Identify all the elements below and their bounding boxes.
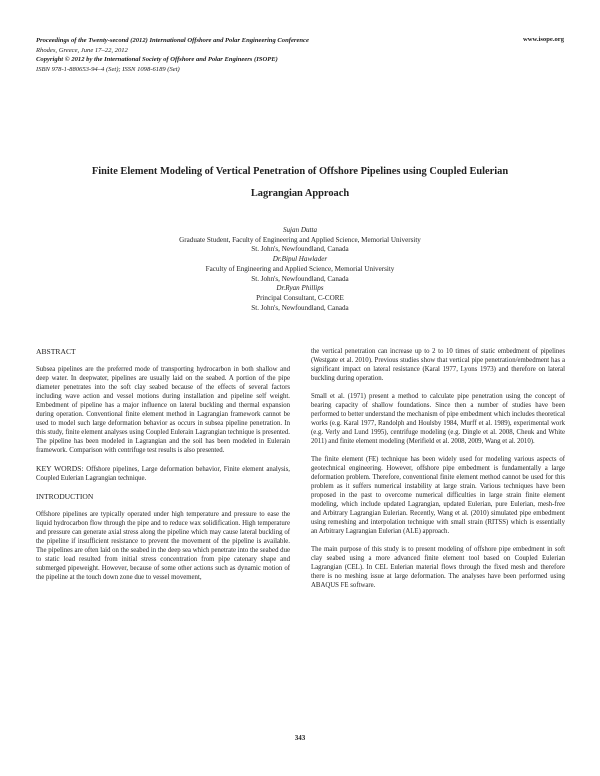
isbn-line: ISBN 978-1-880653-94–4 (Set); ISSN 1098-6189 (Set) — [36, 65, 180, 73]
paper-title — [60, 161, 540, 205]
copyright-line: Copyright © 2012 by the International Society of Offshore and Polar Engineers (ISOPE) — [36, 56, 278, 64]
keywords — [36, 464, 290, 483]
abstract-heading: ABSTRACT — [36, 347, 76, 356]
keywords-label: KEY WORDS: — [36, 464, 84, 474]
author-location: St. John's, Newfoundland, Canada — [251, 245, 349, 254]
body-paragraph: Small et al. (1971) present a method to calculate pipe penetration using the concept of bearing capacity of shallow foundations. Since then a number of studies have been performed to better understand the mechanism of pipe embedment which includes theoretical works (e.g. Karal 1977, Randolph and Houlsby 1984, Murff et al. 1989), experimental work (e.g. Verly and Lund 1995), centrifuge modeling (e.g. Dingle et al. 2008, Cheuk and White 2011) and finite element modeling (Merifield et al. 2008, 2009, Wang et al. 2010). — [311, 393, 565, 446]
title-line-2: Lagrangian Approach — [250, 188, 350, 199]
author-name: Dr.Ryan Phillips — [276, 284, 324, 293]
page-number: 343 — [294, 734, 306, 742]
body-paragraph: the vertical penetration can increase up to 2 to 10 times of static embedment of pipelines (Westgate et al. 2010). Previous studies show that vertical pipe penetration/embedment has a significant impact on lateral resistance (Karal 1977, Lyons 1973) and therefore on lateral buckling during operation. — [311, 348, 565, 383]
introduction-text: Offshore pipelines are typically operated under high temperature and pressure to ease the liquid hydrocarbon flow through the pipe and to reduce wax solidification. High temperature and pressure can generate axial stress along the pipeline which may cause lateral buckling of the pipeline if insufficient resistance to prevent the movement of the pipeline is available. The pipelines are often laid on the seabed in the deep sea which penetrate into the seabed due to static load resulted from initial stress concentration from pipe catenary shape and submerged pipeweight. However, because of some other actions such as dynamic motion of the pipeline at the touch down zone due to vessel movement, — [36, 511, 290, 582]
conference-header — [36, 36, 536, 74]
author-block — [100, 226, 500, 313]
conference-location: Rhodes, Greece, June 17–22, 2012 — [36, 46, 128, 54]
keywords-text: Offshore pipelines, Large deformation behavior, Finite element analysis, Coupled Eulerian Lagrangian technique. — [36, 466, 291, 483]
right-column — [311, 347, 565, 599]
website-url[interactable]: www.isope.org — [522, 36, 564, 43]
author-affiliation: Faculty of Engineering and Applied Science, Memorial University — [205, 264, 395, 273]
introduction-heading: INTRODUCTION — [36, 492, 94, 502]
abstract-text: Subsea pipelines are the preferred mode of transporting hydrocarbon in both shallow and deep water. In deepwater, pipelines are usually laid on the seabed. A portion of the pipe diameter penetrates into the soft clay seabed because of the effects of several factors including wave action and vessel motions during installation and pipeline self weight. Embedment of pipeline has a major influence on lateral buckling and thermal expansion during operation. Conventional finite element method in Lagrangian framework cannot be used to model such large deformation behavior as occurs in subsea pipeline penetration. In this study, finite element analyses using Coupled Eulerain Lagrangian technique is presented. The pipeline has been modeled in Lagrangian and the soil has been modeled in Eulerain framework. Comparison with centrifuge test results is also presented. — [36, 366, 290, 455]
left-column — [36, 347, 290, 591]
title-line-1: Finite Element Modeling of Vertical Penetration of Offshore Pipelines using Coupled Eulerian — [91, 166, 509, 177]
author-location: St. John's, Newfoundland, Canada — [251, 274, 349, 283]
author-name: Sujan Dutta — [282, 226, 318, 234]
author-location: St. John's, Newfoundland, Canada — [251, 303, 349, 312]
author-affiliation: Graduate Student, Faculty of Engineering and Applied Science, Memorial University — [179, 235, 421, 244]
body-paragraph: The finite element (FE) technique has been widely used for modeling various aspects of geotechnical engineering. However, offshore pipe embedment is fundamentally a large deformation problem. Therefore, conventional finite element method cannot be used for this problem as it suffers numerical instability at large strain. Various techniques have been proposed in the past to overcome numerical difficulties in large strain finite element modeling, which include updated Lagrangian, updated Eulerian, pure Eulerian, mesh-free and Arbitrary Lagrangian Eulerian. Recently, Wang et al. (2010) simulated pipe embedment using remeshing and interpolation technique with small strain (RITSS) which is essentially an Arbitrary Lagrangian Eulerian (ALE) approach. — [311, 456, 565, 536]
author-name: Dr.Bipul Hawlader — [272, 255, 328, 264]
conference-title: Proceedings of the Twenty-second (2012) International Offshore and Polar Engineering Conference — [36, 37, 309, 44]
author-affiliation: Principal Consultant, C-CORE — [256, 293, 344, 302]
body-paragraph: The main purpose of this study is to present modeling of offshore pipe embedment in soft clay seabed using a more advanced finite element tool based on Coupled Eulerian Lagrangian (CEL). In CEL Eulerian material flows through the fixed mesh and therefore there is no meshing issue at large deformation. The analyses have been performed using ABAQUS FE software. — [311, 546, 565, 590]
